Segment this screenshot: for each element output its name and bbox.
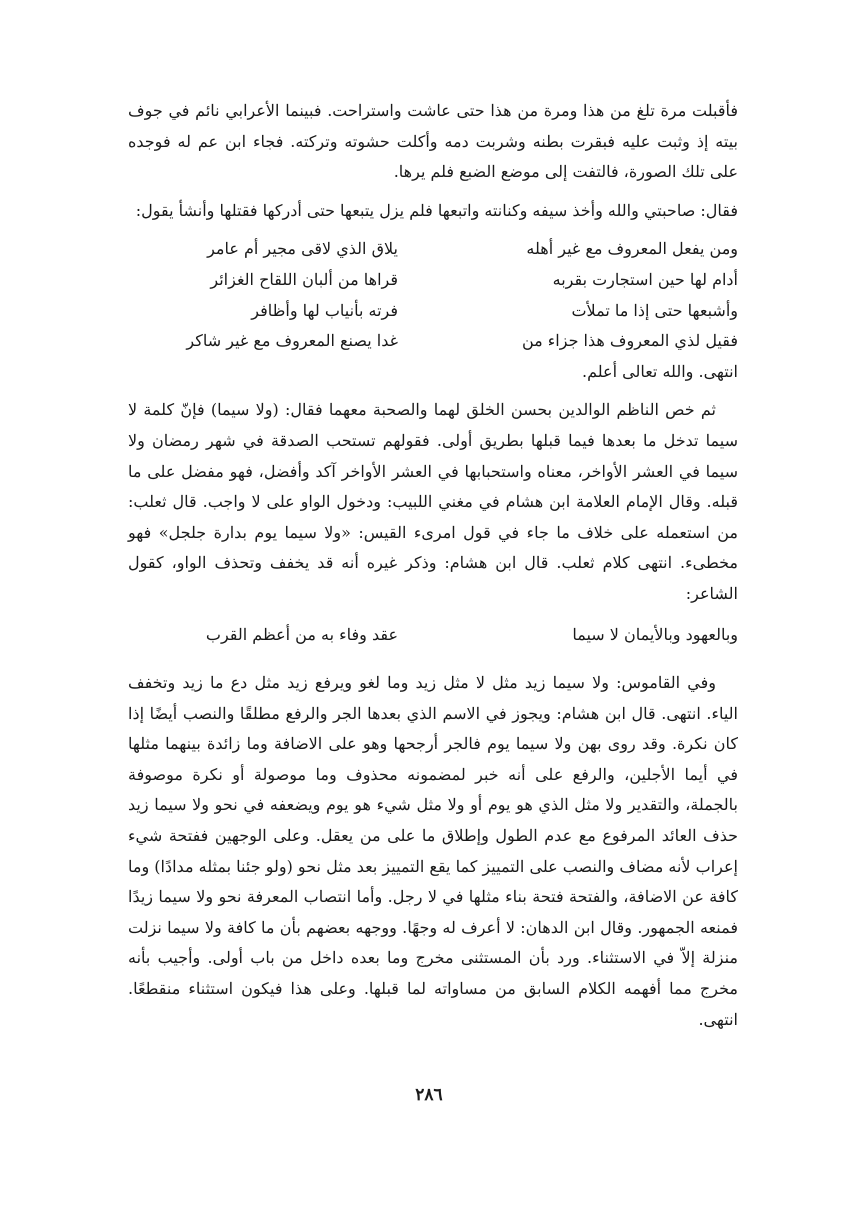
poem-verse xyxy=(128,326,738,357)
verse-first-half: ومن يفعل المعروف مع غير أهله xyxy=(526,239,738,259)
poem-block xyxy=(128,234,738,356)
paragraph-cousin-speech: فقال: صاحبتي والله وأخذ سيفه وكنانته واتبعها فلم يزل يتبعها حتى أدركها فقتلها وأنشأ يقول: xyxy=(135,200,738,220)
paragraph-closing-formula: انتهى. والله تعالى أعلم. xyxy=(582,361,738,381)
poem-verse xyxy=(128,265,738,296)
verse-second-half: عقد وفاء به من أعظم القرب xyxy=(205,624,398,644)
paragraph-hyena-story: فأقبلت مرة تلغ من هذا ومرة من هذا حتى عاشت واستراحت. فبينما الأعرابي نائم في جوف بيته إذ وثبت عليه فبقرت بطنه وشربت دمه وأكلت حشوته وتركته. فجاء ابن عم له فوجده على تلك الصورة، فالتفت إلى موضع الضبع فلم يرها. xyxy=(128,101,738,182)
verse-second-half: فرته بأنياب لها وأظافر xyxy=(251,300,398,320)
poem-verse xyxy=(128,234,738,265)
verse-first-half: أدام لها حين استجارت بقربه xyxy=(552,269,738,289)
verse-first-half: وأشبعها حتى إذا ما تملأت xyxy=(571,300,738,320)
page-text xyxy=(128,96,738,1035)
poem-verse xyxy=(128,296,738,327)
paragraph-la-siyyama: ثم خص الناظم الوالدين بحسن الخلق لهما والصحبة معهما فقال: (ولا سيما) فإنّ كلمة لا سيما تدخل ما بعدها فيما قبلها بطريق أولى. فقولهم تستحب الصدقة في شهر رمضان ولا سيما في العشر الأواخر، معناه واستحبابها في العشر الأواخر آكد وأفضل، فهو مفضل على ما قبله. وقال الإمام العلامة ابن هشام في مغني اللبيب: ودخول الواو على لا واجب. قال ثعلب: من استعمله على خلاف ما جاء في قول امرىء القيس: «ولا سيما يوم بدارة جلجل» فهو مخطىء. انتهى كلام ثعلب. قال ابن هشام: وذكر غيره أنه قد يخفف وتحذف الواو، كقول الشاعر: xyxy=(128,400,738,603)
verse-first-half: فقيل لذي المعروف هذا جزاء من xyxy=(521,331,738,351)
verse-second-half: غدا يصنع المعروف مع غير شاكر xyxy=(186,331,398,351)
paragraph-qamus: وفي القاموس: ولا سيما زيد مثل لا مثل زيد وما لغو ويرفع زيد مثل دع ما زيد وتخفف الياء. انتهى. قال ابن هشام: ويجوز في الاسم الذي بعدها الجر والرفع مطلقًا والنصب أيضًا إذا كان نكرة. وقد روى بهن ولا سيما يوم فالجر أرجحها وهو على الاضافة وما زائدة بينهما مثلها في أيما الأجلين، والرفع على أنه خبر لمضمونه محذوف وما موصولة أو نكرة موصوفة بالجملة، والتقدير ولا مثل الذي هو يوم أو ولا مثل شيء هو يوم ويضعفه في نحو ولا سيما زيد حذف العائد المرفوع مع عدم الطول وإطلاق ما على من يعقل. وعلى الوجهين ففتحة شيء إعراب لأنه مضاف والنصب على التمييز كما يقع التمييز بعد مثل نحو (ولو جئنا بمثله مدادًا) وما كافة عن الاضافة، والفتحة فتحة بناء مثلها في لا رجل. وأما انتصاب المعرفة نحو ولا سيما زيدًا فمنعه الجمهور. وقال ابن الدهان: لا أعرف له وجهًا. ووجهه بعضهم بأن ما كافة ولا سيما نزلت منزلة إلاّ في الاستثناء. ورد بأن المستثنى مخرج وما بعده داخل من باب أولى. وأجيب بأنه مخرج مما أفهمه الكلام السابق من مساواته لما قبلها. وعلى هذا فيكون استثناء منقطعًا. انتهى. xyxy=(128,673,738,1029)
verse-second-half: قراها من ألبان اللقاح الغزائر xyxy=(210,269,398,289)
page-number: ٢٨٦ xyxy=(415,1085,443,1105)
verse-second-half: يلاق الذي لاقى مجير أم عامر xyxy=(207,239,398,259)
poem-verse-single xyxy=(128,620,738,651)
verse-first-half: وبالعهود وبالأيمان لا سيما xyxy=(572,624,738,644)
